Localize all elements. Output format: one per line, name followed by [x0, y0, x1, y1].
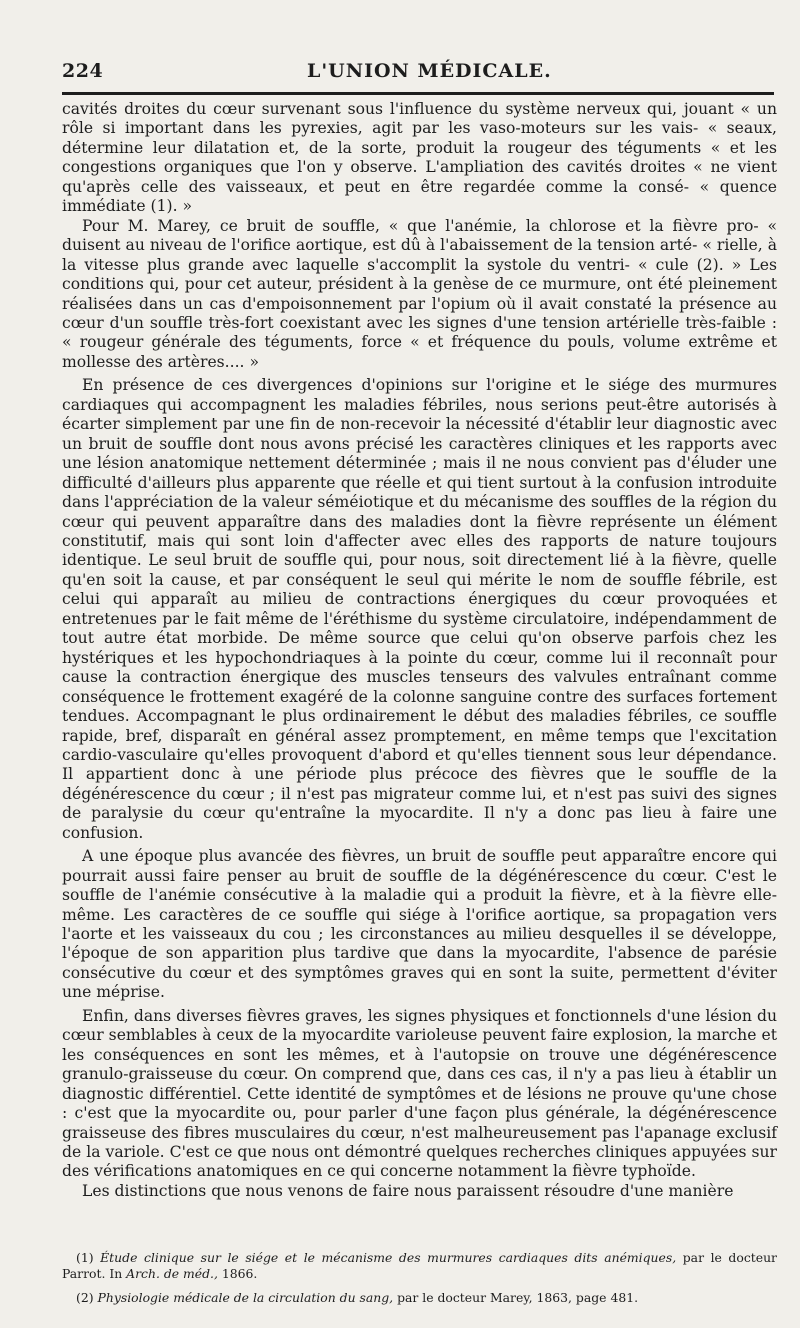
footnote-1-title: Étude clinique sur le siége et le mécanisme des murmures cardiaques dits anémiques,: [100, 1250, 677, 1265]
paragraph-5: Enfin, dans diverses fièvres graves, les signes physiques et fonctionnels d'une lésion du cœur semblables à ceux de la myocardite varioleuse peuvent faire explosion, la marche et les conséquences en sont les mêmes, et à l'autopsie on trouve une dégénérescence granulo-graisseuse du cœur. On comprend que, dans ces cas, il n'y a pas lieu à établir un diagnostic différentiel. Cette identité de symptômes et de lésions ne prouve qu'une chose : c'est que la myocardite ou, pour parler d'une façon plus générale, la dégénérescence graisseuse des fibres musculaires du cœur, n'est malheureusement pas l'apanage exclusif de la variole. C'est ce que nous ont démontré quelques recherches cliniques appuyées sur des vérifications anatomiques en ce qui concerne notamment la fièvre typhoïde.: [62, 1006, 777, 1181]
footnote-1-year: 1866.: [221, 1266, 258, 1281]
running-head: L'UNION MÉDICALE.: [307, 60, 552, 82]
header-rule: [62, 92, 774, 95]
footnote-2-rest: par le docteur Marey, 1863, page 481.: [397, 1290, 639, 1305]
footnote-1: [62, 1250, 777, 1282]
footnote-1-marker: (1): [76, 1250, 94, 1265]
paragraph-2: Pour M. Marey, ce bruit de souffle, « que l'anémie, la chlorose et la fièvre pro- « duisent au niveau de l'orifice aortique, est dû à l'abaissement de la tension arté- « rielle, à la vitesse plus grande avec laquelle s'accomplit la systole du ventri- « cule (2). » Les conditions qui, pour cet auteur, président à la genèse de ce murmure, ont été pleinement réalisées dans un cas d'empoisonnement par l'opium où il avait constaté la présence au cœur d'un souffle très-fort coexistant avec les signes d'une tension artérielle très-faible : « rougeur générale des téguments, force « et fréquence du pouls, volume extrême et mollesse des artères.... »: [62, 216, 777, 371]
footnotes: [62, 1250, 777, 1306]
paragraph-4: A une époque plus avancée des fièvres, un bruit de souffle peut apparaître encore qui pourrait aussi faire penser au bruit de souffle de la dégénérescence du cœur. C'est le souffle de l'anémie consécutive à la maladie qui a produit la fièvre, et à la fièvre elle-même. Les caractères de ce souffle qui siége à l'orifice aortique, sa propagation vers l'aorte et les vaisseaux du cou ; les circonstances au milieu desquelles il se développe, l'époque de son apparition plus tardive que dans la myocardite, l'absence de parésie consécutive du cœur et des symptômes graves qui en sont la suite, permettent d'éviter une méprise.: [62, 847, 777, 1002]
footnote-1-author: par le docteur Parrot. In: [62, 1250, 777, 1281]
page-header: [62, 60, 774, 84]
paragraph-1: cavités droites du cœur survenant sous l'influence du système nerveux qui, jouant « un rôle si important dans les pyrexies, agit par les vaso-moteurs sur les vais- « seaux, détermine leur dilatation et, de la sorte, produit la rougeur des téguments « et les congestions organiques que l'on y observe. L'ampliation des cavités droites « ne vient qu'après celle des vaisseaux, et peut en être regardée comme la consé- « quence immédiate (1). »: [62, 100, 777, 216]
paragraph-3: En présence de ces divergences d'opinions sur l'origine et le siége des murmures cardiaques qui accompagnent les maladies fébriles, nous serions peut-être autorisés à écarter simplement par une fin de non-recevoir la nécessité d'établir leur diagnostic avec un bruit de souffle dont nous avons précisé les caractères cliniques et les rapports avec une lésion anatomique nettement déterminée ; mais il ne nous convient pas d'éluder une difficulté d'ailleurs plus apparente que réelle et qui tient surtout à la confusion introduite dans l'appréciation de la valeur séméiotique et du mécanisme des souffles de la région du cœur qui peuvent apparaître dans des maladies dont la fièvre représente un élément constitutif, mais qui sont loin d'affecter avec elles des rapports de nature toujours identique. Le seul bruit de souffle qui, pour nous, soit directement lié à la fièvre, quelle qu'en soit la cause, et par conséquent le seul qui mérite le nom de souffle fébrile, est celui qui apparaît au milieu de contractions énergiques du cœur provoquées et entretenues par le fait même de l'éréthisme du système circulatoire, indépendamment de tout autre état morbide. De même source que celui qu'on observe parfois chez les hystériques et les hypochondriaques à la pointe du cœur, comme lui il reconnaît pour cause la contraction énergique des muscles tenseurs des valvules entraînant comme conséquence le frottement exagéré de la colonne sanguine contre des surfaces fortement tendues. Accompagnant le plus ordinairement le début des maladies fébriles, ce souffle rapide, bref, disparaît en général assez promptement, en même temps que l'excitation cardio-vasculaire qu'elles provoquent d'abord et qu'elles tiennent sous leur dépendance. Il appartient donc à une période plus précoce des fièvres que le souffle de la dégénérescence du cœur ; il n'est pas migrateur comme lui, et n'est pas suivi des signes de paralysie du cœur qu'entraîne la myocardite. Il n'y a donc pas lieu à faire une confusion.: [62, 376, 777, 842]
footnote-2-title: Physiologie médicale de la circulation du sang,: [97, 1290, 394, 1305]
footnote-2-marker: (2): [76, 1290, 94, 1305]
page-number: 224: [62, 60, 104, 82]
paragraph-6: Les distinctions que nous venons de faire nous paraissent résoudre d'une manière: [82, 1181, 734, 1200]
footnote-1-journal: Arch. de méd.,: [126, 1266, 218, 1281]
body-text: [62, 100, 777, 1201]
footnote-2: [62, 1290, 777, 1306]
